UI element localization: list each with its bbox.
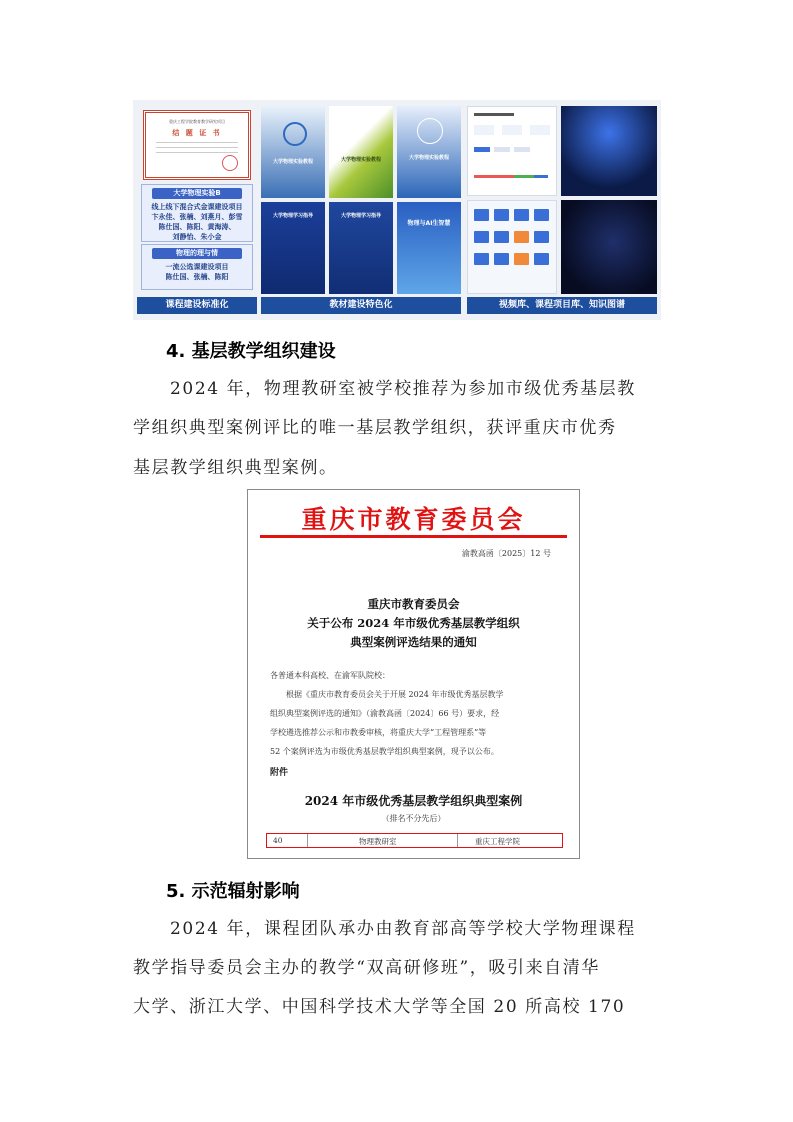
section-heading-4: 4. 基层教学组织建设 (166, 341, 336, 362)
paragraph-line: 学组织典型案例评比的唯一基层教学组织，获评重庆市优秀 (133, 418, 617, 438)
panel-caption: 教材建设特色化 (261, 297, 461, 314)
notice-body-line: 各普通本科高校、在渝军队院校： (270, 671, 390, 680)
textbook-cover (397, 202, 461, 294)
certificate (143, 110, 251, 180)
notice-body-line: 组织典型案例评选的通知》（渝教高函〔2024〕66 号）要求，经 (270, 709, 500, 718)
panel-caption: 课程建设标准化 (137, 297, 257, 314)
seal-icon (222, 155, 238, 171)
paragraph-line: 2024 年，物理教研室被学校推荐为参加市级优秀基层教 (170, 379, 636, 399)
panel-video-library (467, 106, 657, 314)
course-box-line: 陈仕国、陈阳、黄海涛、 (158, 223, 236, 231)
paragraph-line: 2024 年，课程团队承办由教育部高等学校大学物理课程 (170, 919, 636, 939)
red-divider (260, 535, 567, 538)
table-subtitle: （排名不分先后） (381, 814, 446, 823)
notice-body-line: 52 个案例评选为市级优秀基层教学组织典型案例，现予以公布。 (270, 747, 499, 756)
panel-textbooks (261, 106, 461, 314)
attachment-label: 附件 (270, 768, 289, 778)
course-box-physics (141, 244, 253, 290)
notice-body-line: 学校遴选推荐公示和市教委审核，将重庆大学“工程管理系”等 (270, 728, 487, 737)
textbook-cover (397, 106, 461, 198)
dashboard-screenshot (467, 106, 557, 196)
notice-document-image (247, 489, 580, 859)
panel-caption: 视频库、课程项目库、知识图谱 (467, 297, 657, 314)
course-box-line: 刘静怡、朱小金 (172, 233, 222, 241)
course-box-line: 线上线下混合式金课建设项目 (151, 203, 243, 211)
textbook-title: 大学物理学习指导 (272, 213, 313, 219)
course-box-header: 物理的理与情 (152, 248, 242, 259)
knowledge-graph-network-screenshot (561, 200, 657, 294)
row-school: 重庆工程学院 (475, 837, 520, 846)
paragraph-line: 基层教学组织典型案例。 (133, 458, 338, 478)
row-organization-name: 物理教研室 (359, 837, 397, 846)
paragraph-line: 教学指导委员会主办的教学“双高研修班”，吸引来自清华 (133, 958, 600, 978)
highlighted-table-row (266, 833, 563, 848)
textbook-title: 大学物理学习指导 (340, 213, 381, 219)
lightbulb-icon (283, 122, 307, 146)
textbook-title: 大学物理实验教程 (408, 155, 449, 161)
course-collage-image (133, 100, 661, 320)
textbook-cover (261, 202, 325, 294)
notice-title-line: 重庆市教育委员会 (367, 597, 460, 611)
textbook-title: 物理与AI生智慧 (407, 220, 451, 227)
atom-icon (417, 118, 443, 144)
textbook-cover (329, 106, 393, 198)
project-library-screenshot (467, 200, 557, 294)
panel-course-standardization (137, 106, 257, 314)
row-number: 40 (273, 836, 283, 845)
paragraph-line: 大学、浙江大学、中国科学技术大学等全国 20 所高校 170 (133, 997, 626, 1017)
notice-body-line: 根据《重庆市教育委员会关于开展 2024 年市级优秀基层教学 (270, 690, 504, 699)
course-box-header: 大学物理实验B (152, 188, 242, 199)
course-box-line: 一流公选课建设项目 (165, 263, 229, 271)
section-heading-5: 5. 示范辐射影响 (166, 881, 300, 902)
notice-title-line: 典型案例评选结果的通知 (350, 635, 477, 649)
course-box-experiment (141, 184, 253, 242)
textbook-cover (261, 106, 325, 198)
knowledge-graph-screenshot (561, 106, 657, 196)
course-box-line: 卞永佳、张楠、刘燕月、彭雪 (151, 213, 243, 221)
course-box-line: 陈仕国、张楠、陈阳 (165, 273, 229, 281)
certificate-title: 结 题 证 书 (172, 129, 222, 137)
textbook-title: 大学物理实验教程 (340, 157, 381, 163)
certificate-header: 重庆工程学院教育教学研究项目 (169, 119, 225, 124)
issuing-organization: 重庆市教育委员会 (301, 505, 526, 534)
document-number: 渝教高函〔2025〕12 号 (461, 549, 551, 558)
textbook-cover (329, 202, 393, 294)
notice-title-line: 关于公布 2024 年市级优秀基层教学组织 (307, 616, 520, 630)
table-title: 2024 年市级优秀基层教学组织典型案例 (304, 794, 523, 808)
textbook-title: 大学物理实验教程 (272, 159, 313, 165)
